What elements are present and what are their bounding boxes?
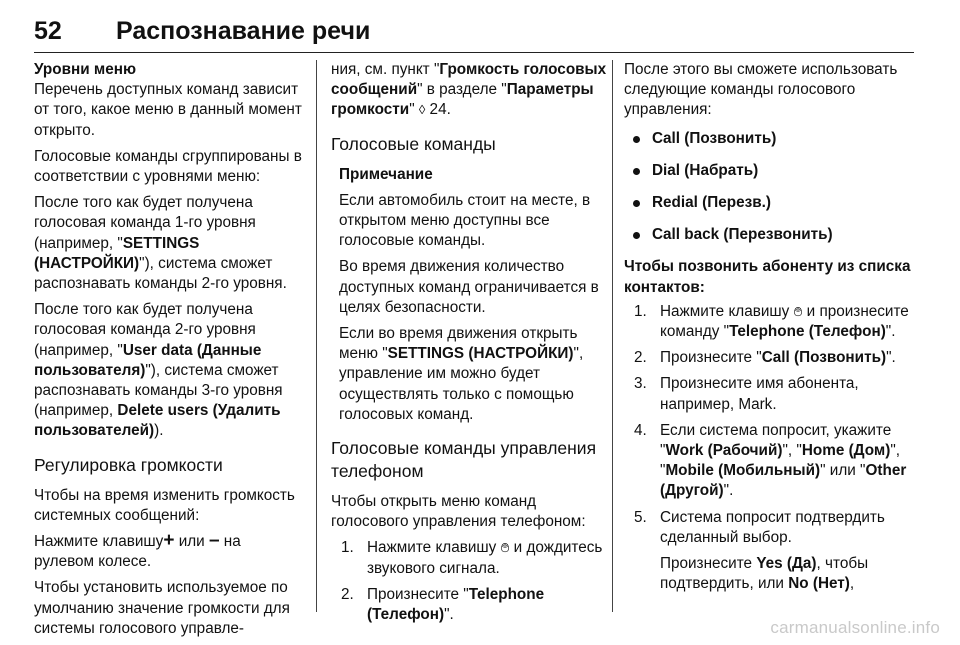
minus-icon: –	[208, 530, 220, 552]
page-number: 52	[34, 17, 62, 45]
watermark: carmanualsonline.info	[770, 618, 940, 637]
list-item: 1. Нажмите клавишу ࿉ и дождитесь звукового сигнала.	[341, 539, 603, 577]
paragraph: После того как будет получена голосовая команда 1-го уровня (например, "SETTINGS (НАСТРОЙКИ)"), система сможет распознавать команды 2-го уровня.	[34, 194, 287, 293]
voice-commands-heading: Голосовые команды	[331, 133, 496, 154]
bullet-icon	[633, 168, 640, 175]
list-item: 3. Произнесите имя абонента, например, Mark.	[634, 375, 859, 413]
steps-list	[634, 302, 914, 595]
column-3	[624, 60, 914, 600]
list-item: Call back (Перезвонить)	[624, 225, 914, 245]
paragraph: Во время движения количество доступных команд ограничивается в целях безопасности.	[339, 258, 599, 316]
column-2	[331, 60, 609, 631]
contacts-heading: Чтобы позвонить абоненту из списка контактов:	[624, 258, 911, 296]
bullet-icon	[633, 232, 640, 239]
menu-levels-heading: Уровни меню	[34, 61, 137, 78]
bullet-icon	[633, 136, 640, 143]
paragraph: Чтобы установить используемое по умолчанию значение громкости для системы голосового управле-	[34, 579, 290, 637]
page-reference-icon: ◊	[418, 102, 426, 118]
paragraph: Нажмите клавишу+ или – на рулевом колесе.	[34, 530, 241, 571]
list-item: 5. Система попросит подтвердить сделанный выбор. Произнесите Yes (Да), чтобы подтвердить, или No (Нет),	[634, 508, 885, 593]
column-divider	[612, 60, 613, 612]
paragraph: Если автомобиль стоит на месте, в открытом меню доступны все голосовые команды.	[339, 191, 591, 250]
paragraph: После этого вы сможете использовать следующие команды голосового управления:	[624, 61, 898, 119]
paragraph: После того как будет получена голосовая команда 2-го уровня (например, "User data (Данные пользователя)"), система сможет распознавать команды 3-го уровня (например, Delete users (Удалить пользователей)).	[34, 301, 283, 440]
volume-heading: Регулировка громкости	[34, 454, 223, 475]
paragraph: Перечень доступных команд зависит от того, какое меню в данный момент открыто.	[34, 81, 302, 139]
phone-commands-heading: Голосовые команды управления телефоном	[331, 438, 597, 482]
paragraph: Голосовые команды сгруппированы в соответствии с уровнями меню:	[34, 147, 302, 186]
column-1	[34, 60, 304, 645]
note-block	[339, 165, 609, 425]
plus-icon: +	[163, 530, 175, 552]
note-heading: Примечание	[339, 165, 433, 183]
steps-list	[341, 538, 609, 625]
page-header	[34, 14, 914, 53]
commands-list	[624, 129, 914, 246]
column-divider	[316, 60, 317, 612]
list-item: 4. Если система попросит, укажите "Work (Рабочий)", "Home (Дом)", "Mobile (Мобильный)" или "Other (Другой)".	[634, 421, 907, 500]
list-item: Call (Позвонить)	[624, 129, 914, 149]
list-item: 2. Произнесите "Call (Позвонить)".	[634, 349, 896, 367]
paragraph: Чтобы на время изменить громкость системных сообщений:	[34, 486, 295, 524]
list-item: 2. Произнесите "Telephone (Телефон)".	[341, 585, 545, 624]
bullet-icon	[633, 200, 640, 207]
paragraph: Чтобы открыть меню команд голосового управления телефоном:	[331, 493, 586, 531]
page-title: Распознавание речи	[116, 17, 371, 45]
paragraph: Если во время движения открыть меню "SETTINGS (НАСТРОЙКИ)", управление им можно будет осуществлять только с помощью голосовых команд.	[339, 325, 584, 423]
voice-button-icon: ࿉	[793, 303, 803, 319]
list-item: Dial (Набрать)	[624, 161, 914, 181]
voice-button-icon: ࿉	[500, 540, 510, 556]
list-item: Redial (Перезв.)	[624, 193, 914, 213]
list-item: 1. Нажмите клавишу ࿉ и произнесите команду "Telephone (Телефон)".	[634, 302, 909, 341]
paragraph: ния, см. пункт "Громкость голосовых сообщений" в разделе "Параметры громкости" ◊ 24.	[331, 61, 607, 119]
